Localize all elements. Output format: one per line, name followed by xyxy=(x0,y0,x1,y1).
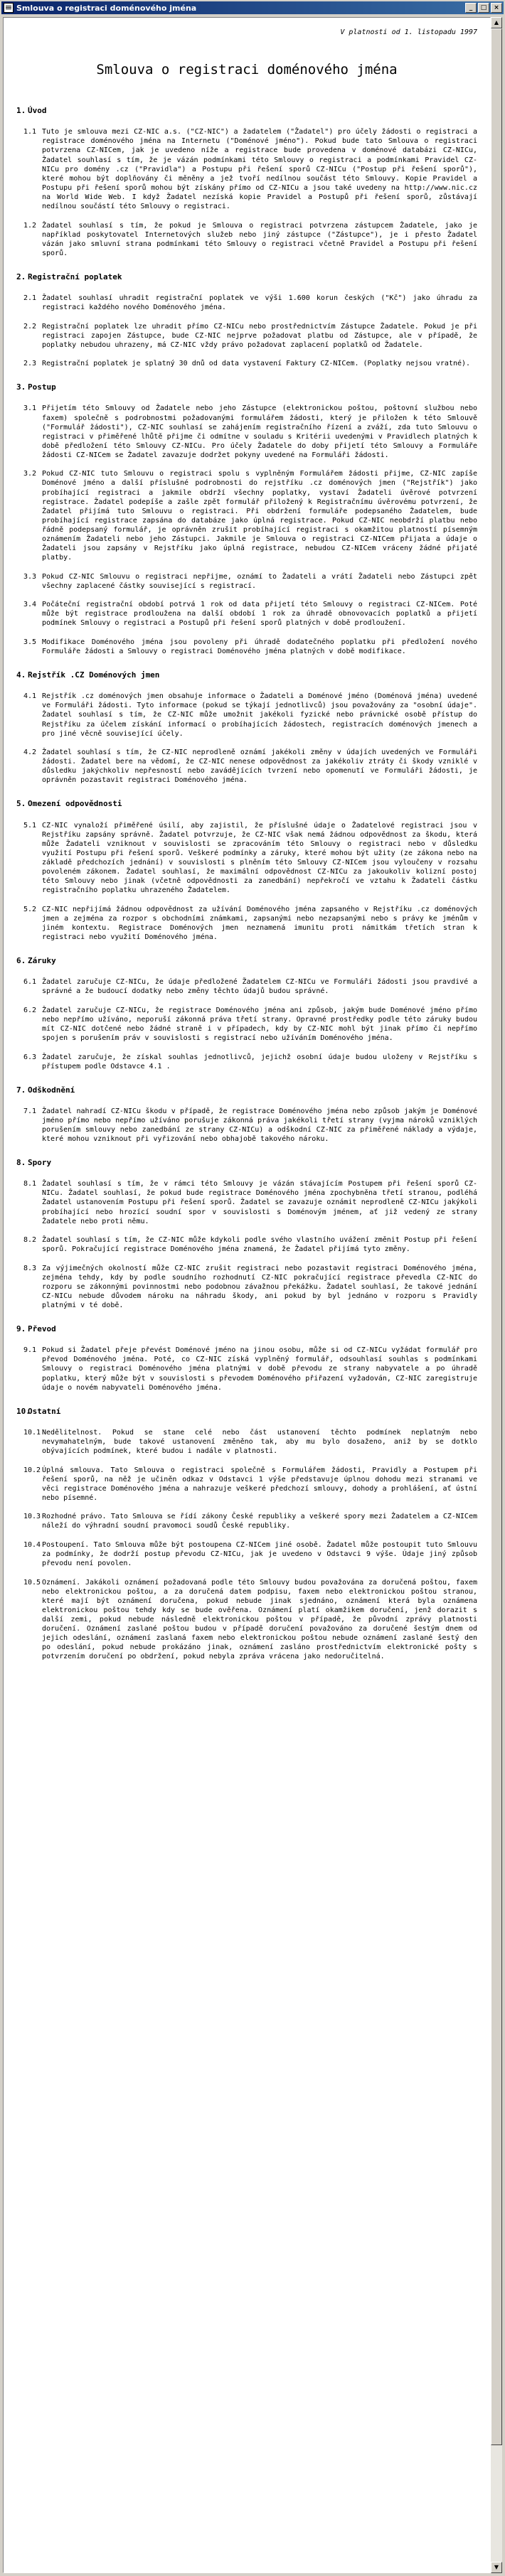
minimize-button[interactable]: _ xyxy=(465,3,477,13)
clause xyxy=(16,1578,477,1662)
section-heading xyxy=(16,1085,477,1095)
clause xyxy=(16,1428,477,1456)
section-number: 5. xyxy=(16,799,26,809)
section-number: 10. xyxy=(16,1406,31,1416)
clause xyxy=(16,294,477,312)
clause-text: Žadatel zaručuje CZ-NICu, že údaje předložené Žadatelem CZ-NICu ve Formuláři žádosti jsou pravdivé a správné a že budoucí dodatky nebo změny těchto údajů budou správné. xyxy=(42,978,477,996)
section-number: 2. xyxy=(16,272,26,281)
clause xyxy=(16,748,477,785)
section-heading xyxy=(16,799,477,808)
section-heading xyxy=(16,956,477,965)
section xyxy=(16,106,477,258)
clause xyxy=(16,572,477,591)
section-heading xyxy=(16,1407,477,1416)
clause xyxy=(16,404,477,460)
section-title: Postup xyxy=(28,382,56,392)
clause-text: CZ-NIC vynaloží přiměřené úsilí, aby zajistil, že příslušné údaje o Žadatelové registraci jsou v Rejstříku zapsány správně. Žadatel potvrzuje, že CZ-NIC však nemá žádnou odpovědnost za škodu, která může Žadateli vzniknout v souvislosti se zpracováním této Smlouvy o registraci nebo v důsledku využití Postupu při řešení sporů. Veškeré podmínky a záruky, které mohou být užity (ze zákona nebo na základě předchozích jednání) v souvislosti s plněním této Smlouvy CZ-NICem jsou vyloučeny v rozsahu povoleném zákonem. Žadatel souhlasí, že maximální odpovědnost CZ-NICu za jakoukoliv kolizní postoj této Smlouvy nebo jinak (včetně odpovědnosti za zanedbání) nepřekročí ve vztahu k Žadateli částku registračního poplatku uhrazeného Žadatelem. xyxy=(42,821,477,895)
clause-number: 3.1 xyxy=(23,404,37,413)
section xyxy=(16,956,477,1071)
section-heading xyxy=(16,272,477,281)
clause-text: Počáteční registrační období potrvá 1 rok od data přijetí této Smlouvy o registraci CZ-NICem. Poté může být registrace prodloužena na další období 1 rok za úhradě obnovovacích poplatků a přijetí podmínek Smlouvy o registraci a Postupů při řešení sporů platných v době prodloužení. xyxy=(42,601,477,628)
clause xyxy=(16,127,477,211)
section xyxy=(16,1324,477,1392)
clause-text: Žadatel souhlasí s tím, že CZ-NIC může kdykoli podle svého vlastního uvážení změnit Postup při řešení sporů. Pokračující registrace Doménového jména znamená, že Žadatel přijímá tyto změny. xyxy=(42,1236,477,1254)
section-heading xyxy=(16,106,477,115)
effective-date: V platnosti od 1. listopadu 1997 xyxy=(340,28,477,36)
title-bar xyxy=(1,1,504,14)
clause-number: 4.1 xyxy=(23,692,37,701)
section-title: Spory xyxy=(28,1158,52,1168)
clause xyxy=(16,221,477,258)
clause-text: Registrační poplatek je splatný 30 dnů od data vystavení Faktury CZ-NICem. (Poplatky nejsou vratné). xyxy=(42,360,471,368)
section xyxy=(16,799,477,942)
document-title: Smlouva o registraci doménového jména xyxy=(96,62,398,78)
clause-text: Pokud CZ-NIC Smlouvu o registraci nepřijme, oznámí to Žadateli a vrátí Žadateli nebo Zástupci zpět všechny zaplacené částky související s registrací. xyxy=(42,572,477,590)
clause-text: Žadatel souhlasí s tím, že CZ-NIC neprodleně oznámí jakékoli změny v údajích uvedených ve Formuláři žádosti. Žadatel bere na vědomí, že CZ-NIC nenese odpovědnost za jakékoliv ztráty či škody vzniklé v důsledku jakýchkoliv nepřesností nebo zavádějících tvrzení nebo opomenutí ve Formuláři žádosti, je oprávněn pozastavit registraci Doménového jména. xyxy=(42,748,477,785)
clause xyxy=(16,638,477,656)
clause-number: 10.2 xyxy=(23,1466,41,1474)
clause-number: 1.2 xyxy=(23,221,37,230)
maximize-button[interactable]: □ xyxy=(478,3,489,13)
scroll-down-icon[interactable]: ▼ xyxy=(491,2562,502,2573)
clause-number: 6.1 xyxy=(23,978,37,987)
clause-number: 7.1 xyxy=(23,1107,37,1115)
clause-number: 5.2 xyxy=(23,905,37,913)
clause-number: 3.3 xyxy=(23,572,37,581)
section xyxy=(16,1085,477,1144)
clause-text: Rejstřík .cz doménových jmen obsahuje informace o Žadateli a Doménové jméno (Doménová jména) uvedené ve Formuláři žádosti. Tyto informace (pokud se týkají jednotlivců) jsou považovány za "osobní údaje". Žadatel souhlasí s tím, že CZ-NIC může umožnit jakékoli fyzické nebo právnické osobě přístup do Rejstříku za účelem získání informací o probíhajících žádostech, registracích doménových jmenech a pro jiné věcně související účely. xyxy=(42,692,477,738)
clause-number: 10.4 xyxy=(23,1540,41,1549)
section-number: 1. xyxy=(16,106,26,116)
clause xyxy=(16,600,477,628)
clause-number: 8.1 xyxy=(23,1180,37,1188)
clause-number: 2.3 xyxy=(23,360,37,368)
clause xyxy=(16,359,477,368)
section-title: Úvod xyxy=(28,106,47,116)
clause xyxy=(16,1179,477,1225)
section xyxy=(16,272,477,368)
contract-document xyxy=(4,18,490,1683)
clause-text: Přijetím této Smlouvy od Žadatele nebo jeho Zástupce (elektronickou poštou, poštovní službou nebo faxem) společně s podrobnostmi požadovanými formulářem žádosti, který je přiložen k této Smlouvě ("Formulář žádosti"), CZ-NIC souhlasí se zahájením registračního řízení a zváží, zda tuto Smlouvu o registraci v přiměřené lhůtě přijme či odmítne v souladu s Kritérii uvedenými v Pravidlech platných k době předložení této Smlouvy CZ-NICu. Pro účely Žadatele do doby přijetí této Smlouvy a Formuláře žádosti CZ-NICem se Žadatel zavazuje dodržet pokyny uvedené na Formuláři žádosti. xyxy=(42,404,477,459)
document-viewport xyxy=(3,17,491,2573)
section-title: Záruky xyxy=(28,956,56,966)
clause xyxy=(16,322,477,350)
clause-text: Pokud si Žadatel přeje převést Doménové jméno na jinou osobu, může si od CZ-NICu vyžádat formulář pro převod Doménového jména. Poté, co CZ-NIC získá vyplněný formulář, odsouhlasí souhlas s podmínkami Smlouvy o registraci Doménového jména platnými v době převodu ze strany nabyvatele a po úhradě poplatku, který může být v souvislosti s převodem Doménového přiřazení vyžadován, CZ-NIC zaregistruje údaje o novém nabyvateli Doménového jména. xyxy=(42,1346,477,1392)
section-number: 4. xyxy=(16,670,26,680)
clause xyxy=(16,1346,477,1392)
clause-text: Registrační poplatek lze uhradit přímo CZ-NICu nebo prostřednictvím Zástupce Žadatele. Pokud je při registraci zapojen Zástupce, bude CZ-NIC nejprve požadovat platbu od Zástupce, ale v případě, že poplatky nebudou uhrazeny, má CZ-NIC vždy právo požadovat zaplacení poplatků od Žadatele. xyxy=(42,322,477,349)
clause-number: 3.2 xyxy=(23,470,37,478)
clause-text: Za výjimečných okolností může CZ-NIC zrušit registraci nebo pozastavit registraci Doménového jména, zejména tehdy, kdy by podle soudního rozhodnutí CZ-NIC pokračující registrace převedla CZ-NIC do rozporu se zákonnými povinnostmi nebo podobnou závažnou překážku. Žadatel souhlasí, že takové jednání CZ-NICu nebude důvodem nároku na náhradu škody, ani pokud by byl jednáno v rozporu s Pravidly platnými v té době. xyxy=(42,1264,477,1310)
clause-number: 5.1 xyxy=(23,821,37,830)
clause-number: 10.1 xyxy=(23,1428,41,1437)
clause-number: 10.5 xyxy=(23,1578,41,1587)
document-icon xyxy=(4,3,14,13)
clause-number: 2.2 xyxy=(23,322,37,331)
clause xyxy=(16,1466,477,1503)
section xyxy=(16,1158,477,1310)
clause-number: 6.2 xyxy=(23,1006,37,1014)
section xyxy=(16,382,477,656)
section-title: Omezení odpovědnosti xyxy=(28,799,122,809)
clause-number: 2.1 xyxy=(23,294,37,302)
clause xyxy=(16,821,477,896)
clause-number: 8.3 xyxy=(23,1264,37,1272)
clause-text: Žadatel zaručuje, že získal souhlas jednotlivců, jejichž osobní údaje budou uloženy v Rejstříku s přístupem podle Odstavce 4.1 . xyxy=(42,1053,477,1070)
clause-text: Žadatel souhlasí uhradit registrační poplatek ve výši 1.600 korun českých ("Kč") jako úhradu za registraci každého nového Doménového jména. xyxy=(42,294,477,312)
clause-text: Oznámení. Jakákoli oznámení požadovaná podle této Smlouvy budou považována za doručená poštou, faxem nebo elektronickou poštou, a za doručená datem podpisu, faxem nebo elektronickou poštou stranou, které mají být oznámení doručena, pokud nebude jinak sjednáno, oznámení která byla oznámena elektronickou poštou tehdy kdy se bude ověřena. Oznámení platí okamžikem doručení, jenž dorazit s další zemi, pokud nebude následně elektronickou poštou v případě, že původní zprávy platnosti doručení. Oznámení zaslané poštou budou v případě doručení považováno za doručené šestým dnem od jejich odeslání, oznámení zaslaná faxem nebo elektronickou poštou nebude oznámení zaslané šestý den po odeslání, pokud nebude prokázáno jinak, oznámení zasláno prostřednictvím elektronické pošty s potvrzením doručení po obdržení, pokud nebyla zpráva vrácena jako nedoručitelná. xyxy=(42,1578,477,1661)
scroll-up-icon[interactable]: ▲ xyxy=(491,17,502,28)
clause-text: Žadatel souhlasí s tím, že pokud je Smlouva o registraci potvrzena zástupcem Žadatele, jako je například poskytovatel Internetových služeb nebo jiný zástupce ("Zástupce"), je i přesto Žadatel vázán jako smluvní strana podmínkami této Smlouvy o registraci včetně Pravidel a Postupu při řešení sporů. xyxy=(42,221,477,257)
clause-text: CZ-NIC nepřijímá žádnou odpovědnost za užívání Doménového jména zapsaného v Rejstříku .cz doménových jmen a zejména za rozpor s obchodními známkami, zapsanými nebo nezapsanými nebo s právy ke jménům v jiném kontextu. Registrace Doménových jmen neznamená imunitu proti námitkám třetích stran k registraci nebo využití Doménového jména. xyxy=(42,905,477,941)
window-title: Smlouva o registraci doménového jména xyxy=(16,3,197,13)
clause-text: Úplná smlouva. Tato Smlouva o registraci společně s Formulářem žádosti, Pravidly a Postupem při řešení sporů, na něž je učiněn odkaz v Odstavci 1 výše představuje úplnou dohodu mezi stranami ve věci registrace Doménového jména a nahrazuje veškeré předchozí smlouvy, dohody a prohlášení, ať ústní nebo písemné. xyxy=(42,1466,477,1502)
clause xyxy=(16,977,477,996)
clause-text: Rozhodné právo. Tato Smlouva se řídí zákony České republiky a veškeré spory mezi Žadatelem a CZ-NICem náleží do výhradní soudní pravomoci soudů České republiky. xyxy=(42,1513,477,1530)
close-button[interactable]: × xyxy=(491,3,502,13)
section-number: 7. xyxy=(16,1085,26,1095)
clause-text: Modifikace Doménového jména jsou povoleny při úhradě dodatečného poplatku při předložení nového Formuláře žádosti a Smlouvy o registraci Doménového jména platných v době modifikace. xyxy=(42,638,477,656)
section xyxy=(16,670,477,785)
section-heading xyxy=(16,1158,477,1167)
sections-container xyxy=(16,106,477,1661)
clause-text: Postoupení. Tato Smlouva může být postoupena CZ-NICem jiné osobě. Žadatel může postoupit tuto Smlouvu za podmínky, že dodrží postup převodu CZ-NICu, jak je uvedeno v Odstavci 9 výše. Údaje jiný způsob převodu není povolen. xyxy=(42,1540,477,1568)
clause-number: 1.1 xyxy=(23,128,37,136)
section-title: Rejstřík .CZ Doménových jmen xyxy=(28,670,160,680)
clause-number: 10.3 xyxy=(23,1513,41,1521)
section-heading xyxy=(16,670,477,680)
clause-text: Nedělitelnost. Pokud se stane celé nebo část ustanovení těchto podmínek neplatným nebo nevymahatelným, bude takové ustanovení změněno tak, aby mu bylo dosaženo, aniž by se dotklo obývajících podmínek, které budou i nadále v platnosti. xyxy=(42,1428,477,1456)
clause xyxy=(16,692,477,738)
clause-number: 3.5 xyxy=(23,638,37,646)
clause xyxy=(16,1540,477,1568)
vertical-scrollbar[interactable] xyxy=(491,17,502,2573)
clause-number: 9.1 xyxy=(23,1346,37,1355)
clause-text: Tuto je smlouva mezi CZ-NIC a.s. ("CZ-NIC") a žadatelem ("Žadatel") pro účely žádosti o registraci a registrace doménového jména na Internetu ("Doménové jméno"). Pokud bude tato Smlouva o registraci potvrzena CZ-NICem, jak je uvedeno níže a registrace bude provedena v doménové databázi CZ-NICu, Žadatel souhlasí s tím, že je vázán podmínkami této Smlouvy o registraci a podmínkami Pravidel CZ-NICu pro domény .cz ("Pravidla") a Postupu při řešení sporů CZ-NICu ("Postup při řešení sporů"), které mohou být doplňovány či měněny a jež tvoří nedílnou součást této Smlouvy. Kopie Pravidel a Postupu při řešení sporů mohou být získány přímo od CZ-NICu a jsou také uvedeny na http://www.nic.cz na World Wide Web. I když Žadatel nezíská kopie Pravidel a Postupů při řešení sporů, zůstávají nedílnou součástí této Smlouvy o registraci. xyxy=(42,128,477,211)
clause-number: 3.4 xyxy=(23,601,37,609)
clause-text: Žadatel souhlasí s tím, že v rámci této Smlouvy je vázán stávajícím Postupem při řešení sporů CZ-NICu. Žadatel souhlasí, že pokud bude registrace Doménového jména zpochybněna třetí stranou, podléhá Žadatel ustanovením Postupu při řešení sporů. Žadatel se zavazuje oznámit neprodleně CZ-NICu jakýkoli probíhající nebo hrozící soudní spor v souvislosti s Doménovým jménem, ať již vedený ze strany Žadatele nebo proti němu. xyxy=(42,1180,477,1225)
section-number: 3. xyxy=(16,382,26,392)
section-heading xyxy=(16,382,477,392)
section-title: Registrační poplatek xyxy=(28,272,122,281)
clause xyxy=(16,905,477,942)
clause-text: Pokud CZ-NIC tuto Smlouvu o registraci spolu s vyplněným Formulářem žádosti přijme, CZ-NIC zapíše Doménové jméno a další příslušné podrobnosti do rejstříku .cz doménových jmen ("Rejstřík") jako probíhající registraci a jakmile obdrží všechny poplatky, vystaví Žadateli úvěrové potvrzení registrace. Žadatel podepíše a zašle zpět formulář přiložený k Registračnímu úvěrovému potvrzení, že Žadatel přijímá tuto Smlouvu o registraci. Při obdržení formuláře podepsaného Žadatelem, bude probíhající registrace zapsána do databáze jako úplná registrace. Pokud CZ-NIC neobdrží platbu nebo řádně podepsaný formulář, je oprávněn zrušit probíhající registraci s okamžitou platností písemným oznámením Žadateli nebo jeho Zástupci. Jakmile je Smlouva o registraci CZ-NICem přijata a údaje o Žadateli jsou zapsány v Rejstříku jako úplná registrace, nebudou CZ-NICem vráceny žádné přijaté platby. xyxy=(42,470,477,562)
clause xyxy=(16,1512,477,1530)
clause-text: Žadatel zaručuje CZ-NICu, že registrace Doménového jména ani způsob, jakým bude Doménové jméno přímo nebo nepřímo užíváno, neporuší zákonná práva třetí strany. Opravné prostředky podle této záruky budou mít CZ-NIC dotčené nebo žádné straně i v případech, kdy by CZ-NIC mohl být jinak přímo či nepřímo spojen s porušením práv v souvislosti s registrací nebo užíváním Doménového jména. xyxy=(42,1006,477,1043)
clause-number: 4.2 xyxy=(23,748,37,757)
clause xyxy=(16,1107,477,1144)
clause xyxy=(16,1235,477,1254)
clause-number: 8.2 xyxy=(23,1236,37,1245)
section-number: 8. xyxy=(16,1158,26,1168)
clause xyxy=(16,1053,477,1071)
section-number: 6. xyxy=(16,956,26,966)
clause xyxy=(16,1006,477,1043)
clause-number: 6.3 xyxy=(23,1053,37,1061)
clause-text: Žadatel nahradí CZ-NICu škodu v případě, že registrace Doménového jména nebo způsob jakým je Doménové jméno přímo nebo nepřímo užíváno porušuje zákonná práva jakékoli třetí strany (vyjma nároků vzniklých porušením smlouvy nebo zanedbání ze strany CZ-NICu) a odškodní CZ-NIC za přiměřené náklady a výdaje, které mohou vzniknout při vyřizování nebo obhajobě takového nároku. xyxy=(42,1107,477,1144)
section xyxy=(16,1407,477,1662)
clause xyxy=(16,1264,477,1310)
section-title: Odškodnění xyxy=(28,1085,75,1095)
clause xyxy=(16,469,477,562)
scrollbar-thumb[interactable] xyxy=(491,28,502,2445)
section-number: 9. xyxy=(16,1324,26,1334)
section-title: Ostatní xyxy=(28,1406,61,1416)
section-title: Převod xyxy=(28,1324,56,1334)
section-heading xyxy=(16,1324,477,1333)
